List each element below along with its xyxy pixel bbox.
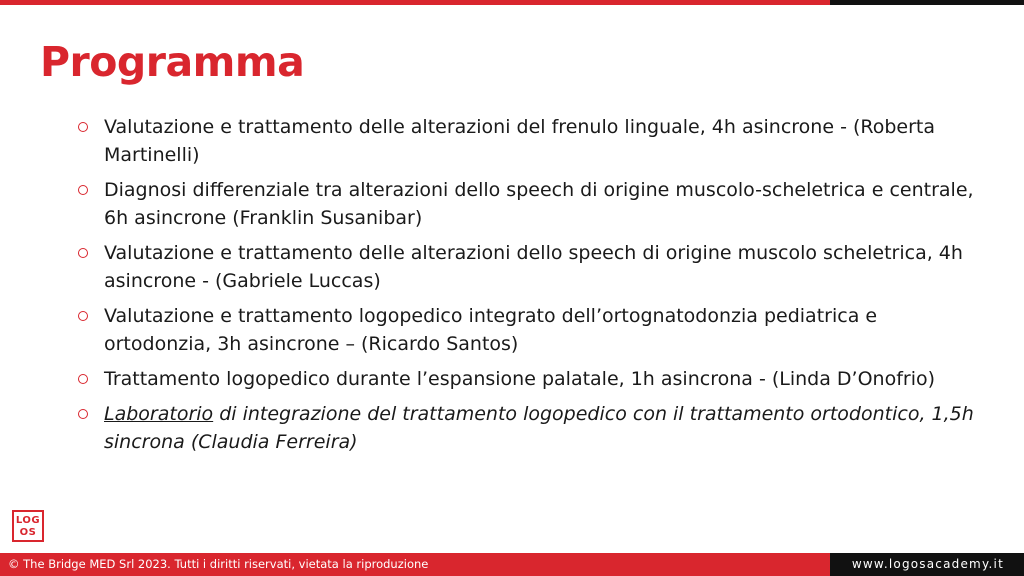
list-item-underlined-text: Laboratorio	[104, 403, 214, 425]
list-item	[78, 400, 988, 456]
page-title: Programma	[40, 38, 305, 86]
list-item	[78, 365, 988, 393]
top-accent-bar	[0, 0, 830, 5]
bullet-circle-icon	[78, 248, 88, 258]
top-dark-bar	[830, 0, 1024, 5]
logo-line-1: LOG	[15, 515, 41, 526]
bullet-circle-icon	[78, 122, 88, 132]
footer-copyright: © The Bridge MED Srl 2023. Tutti i diritti riservati, vietata la riproduzione	[0, 553, 830, 576]
list-item-text: Valutazione e trattamento logopedico integrato dell’ortognatodonzia pediatrica e ortodonzia, 3h asincrone – (Ricardo Santos)	[104, 305, 878, 355]
logos-logo	[12, 510, 44, 542]
bullet-circle-icon	[78, 185, 88, 195]
list-item-text: Trattamento logopedico durante l’espansione palatale, 1h asincrona - (Linda D’Onofrio)	[104, 368, 936, 390]
list-item-text: Valutazione e trattamento delle alterazioni del frenulo linguale, 4h asincrone - (Roberta Martinelli)	[104, 116, 936, 166]
bullet-circle-icon	[78, 374, 88, 384]
footer-website-link[interactable]: www.logosacademy.it	[830, 553, 1024, 576]
list-item	[78, 113, 988, 169]
program-list	[78, 113, 988, 463]
list-item-text: di integrazione del trattamento logopedico con il trattamento ortodontico, 1,5h sincrona (Claudia Ferreira)	[104, 403, 974, 453]
bullet-circle-icon	[78, 311, 88, 321]
list-item	[78, 176, 988, 232]
list-item-text: Diagnosi differenziale tra alterazioni dello speech di origine muscolo-scheletrica e centrale, 6h asincrone (Franklin Susanibar)	[104, 179, 974, 229]
logo-line-2: OS	[19, 527, 37, 538]
list-item	[78, 239, 988, 295]
bullet-circle-icon	[78, 409, 88, 419]
list-item-text: Valutazione e trattamento delle alterazioni dello speech di origine muscolo scheletrica, 4h asincrone - (Gabriele Luccas)	[104, 242, 963, 292]
list-item	[78, 302, 988, 358]
